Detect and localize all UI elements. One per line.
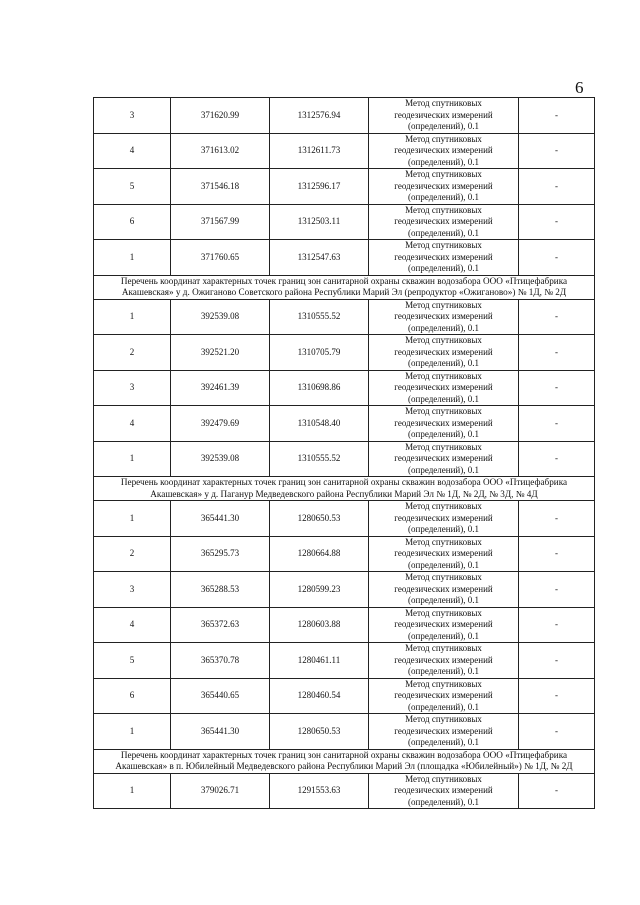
method-cell xyxy=(369,607,519,643)
method-text: Метод спутниковых xyxy=(405,678,482,689)
y-coordinate-cell: 1312576.94 xyxy=(270,98,369,134)
y-coordinate-cell: 1312611.73 xyxy=(270,133,369,169)
section-header: Перечень координат характерных точек границ зон санитарной охраны скважин водозабора ООО «Птицефабрика Акашевская» у д. Пагануp Медведевского района Республики Марий Эл № 1Д, № 2Д, № 3Д, № 4Д xyxy=(94,477,595,501)
point-number-cell: 3 xyxy=(94,98,171,134)
x-coordinate-cell: 392539.08 xyxy=(171,441,270,477)
note-cell: - xyxy=(519,204,595,240)
point-number-cell: 4 xyxy=(94,133,171,169)
method-cell xyxy=(369,536,519,572)
method-text: (определений), 0.1 xyxy=(408,358,479,368)
coordinates-table xyxy=(93,97,595,809)
note-cell: - xyxy=(519,441,595,477)
method-cell xyxy=(369,773,519,809)
point-number-cell: 1 xyxy=(94,714,171,750)
method-text: (определений), 0.1 xyxy=(408,263,479,273)
point-number-cell: 1 xyxy=(94,299,171,335)
note-cell: - xyxy=(519,714,595,750)
table-row xyxy=(94,133,595,169)
note-cell: - xyxy=(519,536,595,572)
table-row xyxy=(94,240,595,276)
method-text: геодезических измерений xyxy=(394,346,493,357)
x-coordinate-cell: 371546.18 xyxy=(171,169,270,205)
method-text: (определений), 0.1 xyxy=(408,524,479,534)
method-text: (определений), 0.1 xyxy=(408,121,479,131)
section-header-row xyxy=(94,749,595,773)
table-row xyxy=(94,501,595,537)
method-text: Метод спутниковых xyxy=(405,370,482,381)
section-header: Перечень координат характерных точек границ зон санитарной охраны скважин водозабора ООО «Птицефабрика Акашевская» в п. Юбилейный Медведевского района Республики Марий Эл (площадка «Юбилейный») № 1Д, № 2Д xyxy=(94,749,595,773)
method-cell xyxy=(369,169,519,205)
method-text: геодезических измерений xyxy=(394,311,493,321)
point-number-cell: 2 xyxy=(94,536,171,572)
method-text: (определений), 0.1 xyxy=(408,796,479,807)
method-text: геодезических измерений xyxy=(394,690,493,700)
method-cell xyxy=(369,501,519,537)
method-text: (определений), 0.1 xyxy=(408,559,479,570)
x-coordinate-cell: 365440.65 xyxy=(171,678,270,714)
method-cell xyxy=(369,643,519,679)
table-row xyxy=(94,335,595,371)
table-row xyxy=(94,370,595,406)
table-row xyxy=(94,678,595,714)
x-coordinate-cell: 371620.99 xyxy=(171,98,270,134)
note-cell: - xyxy=(519,643,595,679)
method-text: Метод спутниковых xyxy=(405,240,482,250)
note-cell: - xyxy=(519,169,595,205)
x-coordinate-cell: 379026.71 xyxy=(171,773,270,809)
page-number: 6 xyxy=(575,78,584,97)
x-coordinate-cell: 371613.02 xyxy=(171,133,270,169)
x-coordinate-cell: 365288.53 xyxy=(171,572,270,608)
note-cell: - xyxy=(519,98,595,134)
method-text: (определений), 0.1 xyxy=(408,595,479,605)
table-row xyxy=(94,572,595,608)
table-row xyxy=(94,98,595,134)
table-row xyxy=(94,441,595,477)
y-coordinate-cell: 1280599.23 xyxy=(270,572,369,608)
point-number-cell: 3 xyxy=(94,572,171,608)
method-text: (определений), 0.1 xyxy=(408,666,479,676)
note-cell: - xyxy=(519,335,595,371)
method-text: Метод спутниковых xyxy=(405,607,482,618)
y-coordinate-cell: 1310548.40 xyxy=(270,406,369,442)
method-text: (определений), 0.1 xyxy=(408,192,479,202)
y-coordinate-cell: 1310698.86 xyxy=(270,370,369,406)
method-text: Метод спутниковых xyxy=(405,441,482,452)
method-text: геодезических измерений xyxy=(394,216,493,226)
method-text: Метод спутниковых xyxy=(405,501,482,511)
method-text: Метод спутниковых xyxy=(405,98,482,108)
note-cell: - xyxy=(519,773,595,809)
table-row xyxy=(94,607,595,643)
method-text: (определений), 0.1 xyxy=(408,737,479,747)
method-text: Метод спутниковых xyxy=(405,643,482,653)
method-text: (определений), 0.1 xyxy=(408,322,479,333)
table-row xyxy=(94,714,595,750)
table-row xyxy=(94,204,595,240)
method-text: Метод спутниковых xyxy=(405,335,482,345)
x-coordinate-cell: 365441.30 xyxy=(171,714,270,750)
y-coordinate-cell: 1280461.11 xyxy=(270,643,369,679)
method-text: (определений), 0.1 xyxy=(408,630,479,641)
method-text: Метод спутниковых xyxy=(405,204,482,215)
method-text: (определений), 0.1 xyxy=(408,464,479,475)
note-cell: - xyxy=(519,240,595,276)
note-cell: - xyxy=(519,299,595,335)
note-cell: - xyxy=(519,678,595,714)
method-cell xyxy=(369,714,519,750)
note-cell: - xyxy=(519,501,595,537)
method-text: геодезических измерений xyxy=(394,785,493,795)
note-cell: - xyxy=(519,607,595,643)
y-coordinate-cell: 1312547.63 xyxy=(270,240,369,276)
method-text: Метод спутниковых xyxy=(405,133,482,144)
note-cell: - xyxy=(519,370,595,406)
method-text: геодезических измерений xyxy=(394,417,493,428)
section-header-row xyxy=(94,477,595,501)
y-coordinate-cell: 1291553.63 xyxy=(270,773,369,809)
method-text: (определений), 0.1 xyxy=(408,227,479,238)
method-cell xyxy=(369,335,519,371)
x-coordinate-cell: 392461.39 xyxy=(171,370,270,406)
point-number-cell: 5 xyxy=(94,169,171,205)
y-coordinate-cell: 1280664.88 xyxy=(270,536,369,572)
method-text: (определений), 0.1 xyxy=(408,393,479,404)
table-row xyxy=(94,773,595,809)
point-number-cell: 1 xyxy=(94,240,171,276)
point-number-cell: 2 xyxy=(94,335,171,371)
method-text: геодезических измерений xyxy=(394,512,493,523)
point-number-cell: 1 xyxy=(94,501,171,537)
x-coordinate-cell: 371567.99 xyxy=(171,204,270,240)
method-cell xyxy=(369,678,519,714)
y-coordinate-cell: 1280650.53 xyxy=(270,714,369,750)
method-text: геодезических измерений xyxy=(394,654,493,665)
table-row xyxy=(94,299,595,335)
y-coordinate-cell: 1312503.11 xyxy=(270,204,369,240)
method-cell xyxy=(369,370,519,406)
y-coordinate-cell: 1310555.52 xyxy=(270,441,369,477)
y-coordinate-cell: 1310705.79 xyxy=(270,335,369,371)
x-coordinate-cell: 365295.73 xyxy=(171,536,270,572)
method-text: геодезических измерений xyxy=(394,251,493,262)
method-cell xyxy=(369,441,519,477)
method-text: Метод спутниковых xyxy=(405,299,482,310)
method-cell xyxy=(369,406,519,442)
x-coordinate-cell: 365441.30 xyxy=(171,501,270,537)
table-row xyxy=(94,643,595,679)
note-cell: - xyxy=(519,133,595,169)
method-text: (определений), 0.1 xyxy=(408,429,479,439)
method-text: Метод спутниковых xyxy=(405,406,482,416)
method-text: геодезических измерений xyxy=(394,109,493,120)
y-coordinate-cell: 1280460.54 xyxy=(270,678,369,714)
note-cell: - xyxy=(519,406,595,442)
x-coordinate-cell: 392521.20 xyxy=(171,335,270,371)
point-number-cell: 6 xyxy=(94,678,171,714)
method-text: геодезических измерений xyxy=(394,619,493,629)
x-coordinate-cell: 365372.63 xyxy=(171,607,270,643)
table-row xyxy=(94,406,595,442)
x-coordinate-cell: 365370.78 xyxy=(171,643,270,679)
table-row xyxy=(94,536,595,572)
method-text: геодезических измерений xyxy=(394,725,493,736)
method-text: Метод спутниковых xyxy=(405,572,482,582)
section-header-row xyxy=(94,275,595,299)
point-number-cell: 4 xyxy=(94,607,171,643)
point-number-cell: 1 xyxy=(94,773,171,809)
note-cell: - xyxy=(519,572,595,608)
method-cell xyxy=(369,572,519,608)
point-number-cell: 6 xyxy=(94,204,171,240)
method-text: (определений), 0.1 xyxy=(408,701,479,712)
method-text: Метод спутниковых xyxy=(405,714,482,724)
point-number-cell: 5 xyxy=(94,643,171,679)
method-text: геодезических измерений xyxy=(394,180,493,191)
y-coordinate-cell: 1280650.53 xyxy=(270,501,369,537)
method-text: геодезических измерений xyxy=(394,548,493,558)
x-coordinate-cell: 392539.08 xyxy=(171,299,270,335)
method-text: геодезических измерений xyxy=(394,382,493,392)
method-cell xyxy=(369,133,519,169)
y-coordinate-cell: 1312596.17 xyxy=(270,169,369,205)
method-text: Метод спутниковых xyxy=(405,169,482,179)
method-cell xyxy=(369,299,519,335)
x-coordinate-cell: 392479.69 xyxy=(171,406,270,442)
method-text: геодезических измерений xyxy=(394,453,493,463)
method-cell xyxy=(369,98,519,134)
table-row xyxy=(94,169,595,205)
method-text: (определений), 0.1 xyxy=(408,156,479,167)
point-number-cell: 4 xyxy=(94,406,171,442)
method-text: геодезических измерений xyxy=(394,145,493,155)
y-coordinate-cell: 1310555.52 xyxy=(270,299,369,335)
method-text: Метод спутниковых xyxy=(405,536,482,547)
point-number-cell: 1 xyxy=(94,441,171,477)
method-cell xyxy=(369,204,519,240)
method-cell xyxy=(369,240,519,276)
x-coordinate-cell: 371760.65 xyxy=(171,240,270,276)
y-coordinate-cell: 1280603.88 xyxy=(270,607,369,643)
section-header: Перечень координат характерных точек границ зон санитарной охраны скважин водозабора ООО «Птицефабрика Акашевская» у д. Ожиганово Советского района Республики Марий Эл (репродуктор «Ожиганово») № 1Д, № 2Д xyxy=(94,275,595,299)
point-number-cell: 3 xyxy=(94,370,171,406)
method-text: геодезических измерений xyxy=(394,583,493,594)
method-text: Метод спутниковых xyxy=(405,773,482,784)
